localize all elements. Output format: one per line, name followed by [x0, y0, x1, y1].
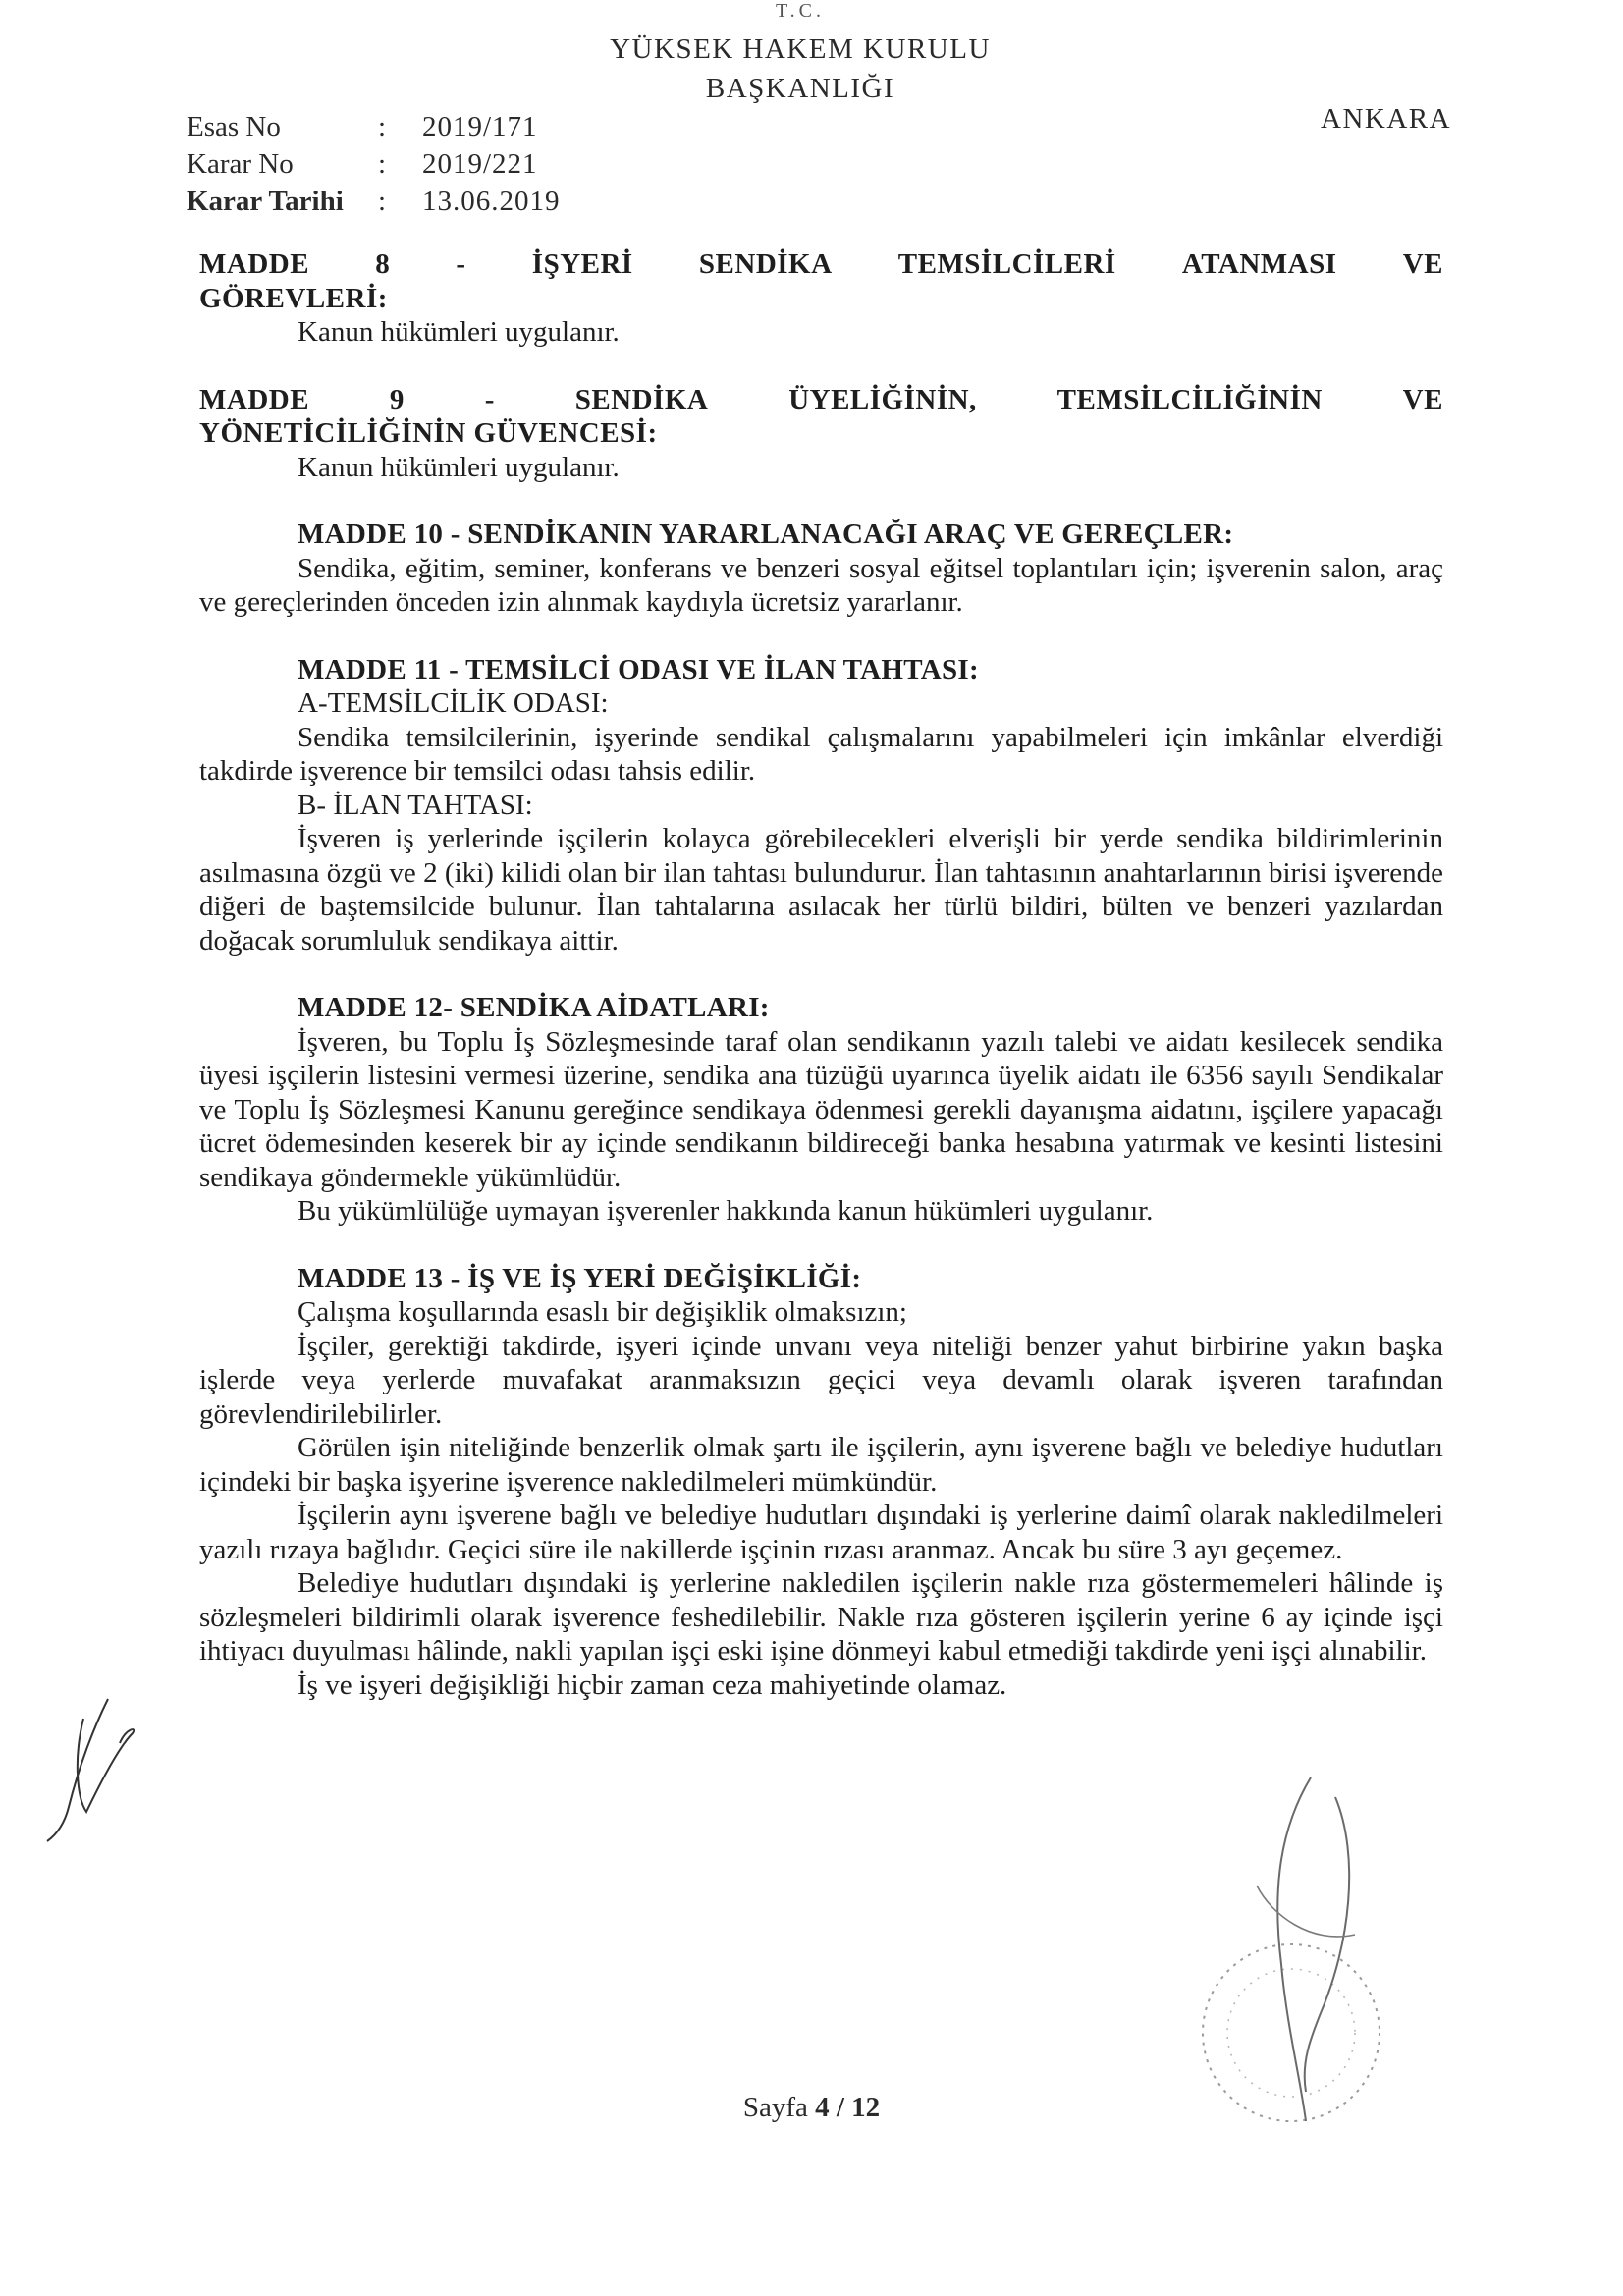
heading-word: ÜYELİĞİNİN,	[788, 383, 977, 415]
heading-word: -	[484, 383, 495, 415]
article-13-text-2: İşçiler, gerektiği takdirde, işyeri içinde unvanı veya niteliği benzer yahut birbirine yakın başka işlerde veya yerlerde muvafakat aranmaksızın geçici veya devamlı olarak işveren tarafından görevlendirilebilirler.	[199, 1330, 1443, 1430]
meta-label: Karar Tarihi	[187, 186, 344, 217]
article-12-text-1: İşveren, bu Toplu İş Sözleşmesinde taraf olan sendikanın yazılı talebi ve aidatı kesilecek sendika üyesi işçilerin listesini vermesi üzerine, sendika ana tüzüğü uyarınca üyelik aidatı ile 6356 sayılı Sendikalar ve Toplu İş Sözleşmesi Kanunu gereğince sendikaya ödenmesi gerekli dayanışma aidatını, işçilere yapacağı ücret ödemesinden keserek bir ay içinde sendikanın bildireceği banka hesabına yatırmak ve kesinti listesini sendikaya göndermekle yükümlüdür.	[199, 1025, 1443, 1193]
article-11-subheading-b: B- İLAN TAHTASI:	[298, 789, 533, 821]
meta-value: 2019/221	[422, 148, 538, 180]
article-13-heading: MADDE 13 - İŞ VE İŞ YERİ DEĞİŞİKLİĞİ:	[298, 1262, 862, 1294]
institution-line-1: YÜKSEK HAKEM KURULU	[610, 33, 991, 65]
heading-word: 8	[375, 248, 391, 280]
meta-colon: :	[378, 186, 387, 217]
heading-word: SENDİKA	[698, 248, 833, 280]
article-11-subheading-a: A-TEMSİLCİLİK ODASI:	[298, 687, 609, 719]
meta-value: 2019/171	[422, 111, 538, 142]
page-current: 4	[815, 2092, 830, 2123]
city: ANKARA	[1321, 103, 1452, 135]
article-10-text: Sendika, eğitim, seminer, konferans ve benzeri sosyal eğitsel toplantıları için; işverenin salon, araç ve gereçlerinden önceden izin alınmak kaydıyla ücretsiz yararlanır.	[199, 552, 1443, 618]
article-13-text-1: Çalışma koşullarında esaslı bir değişiklik olmaksızın;	[298, 1296, 907, 1328]
meta-row-tarih	[187, 183, 561, 220]
heading-word: TEMSİLCİLERİ	[897, 248, 1116, 280]
article-11-heading: MADDE 11 - TEMSİLCİ ODASI VE İLAN TAHTASI:	[298, 653, 979, 685]
meta-row-karar	[187, 145, 561, 183]
official-stamp-signature	[1163, 1768, 1438, 2141]
heading-word: 9	[389, 383, 405, 415]
article-9-heading-cont: YÖNETİCİLİĞİNİN GÜVENCESİ:	[199, 417, 658, 449]
article-12-text-2: Bu yükümlülüğe uymayan işverenler hakkında kanun hükümleri uygulanır.	[298, 1195, 1154, 1227]
meta-label: Esas No	[187, 111, 281, 142]
heading-word: İŞYERİ	[531, 248, 633, 280]
institution-line-2: BAŞKANLIĞI	[705, 73, 895, 104]
heading-word: -	[456, 248, 466, 280]
article-12-heading: MADDE 12- SENDİKA AİDATLARI:	[298, 992, 770, 1023]
meta-label: Karar No	[187, 148, 294, 180]
heading-word: MADDE	[199, 383, 310, 415]
page-prefix: Sayfa	[742, 2092, 808, 2123]
heading-word: ATANMASI	[1181, 248, 1337, 280]
meta-colon: :	[378, 111, 387, 142]
article-10-heading: MADDE 10 - SENDİKANIN YARARLANACAĞI ARAÇ VE GEREÇLER:	[298, 519, 1234, 550]
article-9-heading	[199, 383, 1443, 417]
page-total: 12	[851, 2092, 881, 2123]
handwritten-initial-signature	[39, 1689, 147, 1846]
meta-row-esas	[187, 108, 561, 145]
heading-word: VE	[1402, 383, 1443, 415]
article-9-text: Kanun hükümleri uygulanır.	[298, 451, 620, 483]
heading-word: TEMSİLCİLİĞİNİN	[1056, 383, 1323, 415]
meta-value: 13.06.2019	[422, 186, 561, 217]
meta-colon: :	[378, 148, 387, 180]
document-body	[199, 247, 1443, 1702]
page-number	[0, 2092, 1623, 2124]
institution-title	[569, 29, 1031, 108]
article-13-text-4: İşçilerin aynı işverene bağlı ve belediye hudutları dışındaki iş yerlerine daimî olarak nakledilmeleri yazılı rızaya bağlıdır. Geçici süre ile nakillerde işçinin rızası aranmaz. Ancak bu süre 3 ayı geçemez.	[199, 1500, 1443, 1565]
article-13-text-3: Görülen işin niteliğinde benzerlik olmak şartı ile işçilerin, aynı işverene bağlı ve belediye hudutları içindeki bir başka işyerine işverence nakledilmeleri mümkündür.	[199, 1432, 1443, 1498]
page-separator: /	[836, 2092, 844, 2123]
article-8-text: Kanun hükümleri uygulanır.	[298, 316, 620, 348]
header-top-text: T.C.	[775, 0, 826, 22]
article-8-heading	[199, 247, 1443, 282]
heading-word: MADDE	[199, 248, 310, 280]
article-11-text-b: İşveren iş yerlerinde işçilerin kolayca görebilecekleri elverişli bir yerde sendika bildirimlerinin asılmasına özgü ve 2 (iki) kilidi olan bir ilan tahtası bulundurur. İlan tahtasının anahtarlarının birisi işverende diğeri de baştemsilcide bulunur. İlan tahtalarına asılacak her türlü bildiri, bülten ve benzeri yazılardan doğacak sorumluluk sendikaya aittir.	[199, 823, 1443, 957]
article-11-text-a: Sendika temsilcilerinin, işyerinde sendikal çalışmalarını yapabilmeleri için imkânlar elverdiği takdirde işverence bir temsilci odası tahsis edilir.	[199, 721, 1443, 787]
case-meta	[187, 108, 561, 220]
article-13-text-6: İş ve işyeri değişikliği hiçbir zaman ceza mahiyetinde olamaz.	[298, 1668, 1007, 1701]
heading-word: VE	[1402, 248, 1443, 280]
article-8-heading-cont: GÖREVLERİ:	[199, 282, 388, 314]
article-13-text-5: Belediye hudutları dışındaki iş yerlerine nakledilen işçilerin nakle rıza göstermemeleri hâlinde iş sözleşmeleri bildirimli olarak işverence feshedilebilir. Nakle rıza gösteren işçilerin yerine 6 ay içinde işçi ihtiyacı duyulması hâlinde, nakli yapılan işçi eski işine dönmeyi kabul etmediği takdirde yeni işçi alınabilir.	[199, 1567, 1443, 1667]
heading-word: SENDİKA	[574, 383, 709, 415]
